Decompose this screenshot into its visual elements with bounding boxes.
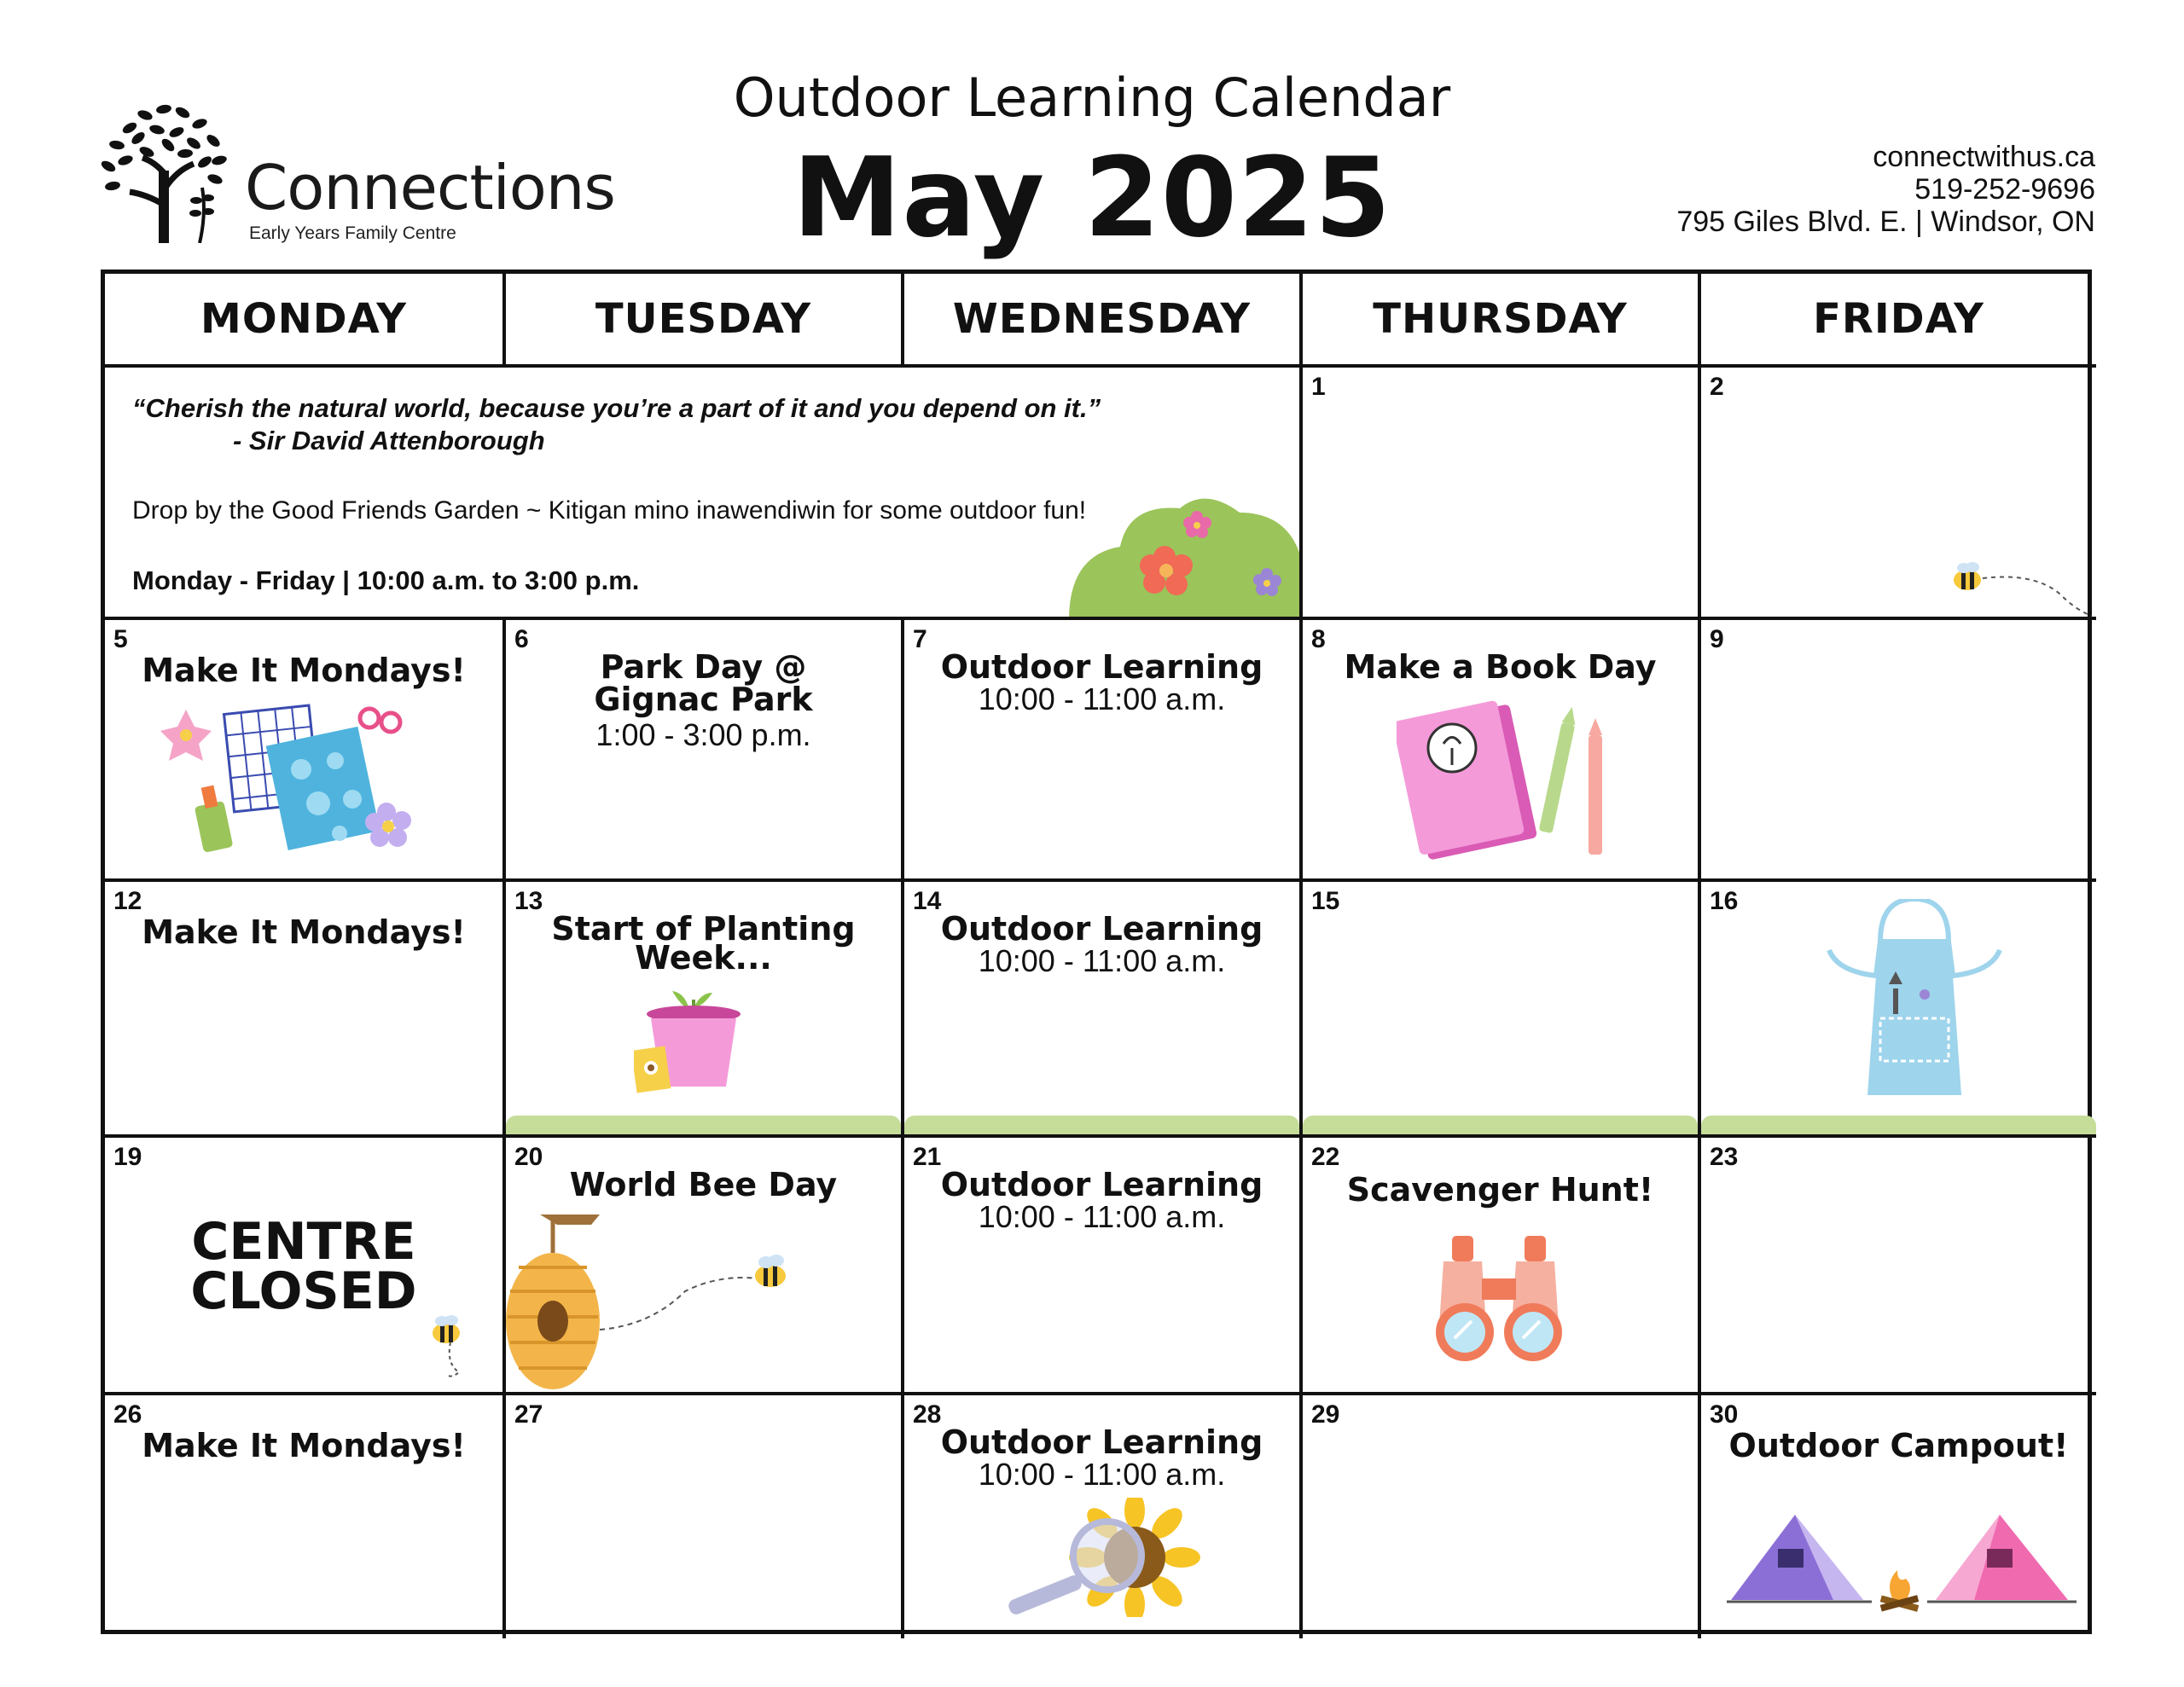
day-number: 6 — [514, 625, 529, 653]
day-number: 1 — [1311, 373, 1326, 401]
day-cell-27 — [506, 1395, 904, 1638]
contact-website: connectwithus.ca — [1873, 141, 2095, 173]
day-number: 12 — [113, 887, 142, 915]
day-cell-23 — [1701, 1138, 2096, 1395]
day-cell-30 — [1701, 1395, 2096, 1638]
weekday-monday: MONDAY — [105, 274, 506, 368]
bee-icon — [425, 1313, 485, 1381]
grass-border — [506, 1116, 901, 1134]
day-cell-2 — [1701, 368, 2096, 620]
intro-cell — [105, 368, 1303, 620]
bush-icon — [1069, 487, 1303, 620]
grass-border — [1303, 1116, 1698, 1134]
grass-border — [1701, 1116, 2096, 1134]
day-cell-7 — [904, 620, 1303, 882]
day-cell-16 — [1701, 882, 2096, 1138]
plant-pot-icon — [634, 984, 753, 1095]
event-title: World Bee Day — [569, 1166, 838, 1203]
calendar-title: May 2025 — [792, 135, 1392, 262]
event-time: 10:00 - 11:00 a.m. — [978, 1199, 1226, 1234]
day-cell-6 — [506, 620, 904, 882]
day-cell-13 — [506, 882, 904, 1138]
day-cell-26 — [105, 1395, 506, 1638]
day-number: 8 — [1311, 625, 1326, 653]
sunflower-magnifier-icon — [1007, 1498, 1203, 1617]
day-number: 16 — [1710, 887, 1739, 915]
calendar-subtitle: Outdoor Learning Calendar — [733, 67, 1451, 129]
contact-info — [1676, 141, 2095, 238]
event-time: 1:00 - 3:00 p.m. — [595, 717, 811, 752]
weekday-thursday: THURSDAY — [1303, 274, 1701, 368]
logo-name: Connections — [245, 152, 615, 223]
day-number: 5 — [113, 625, 128, 653]
contact-phone: 519-252-9696 — [1914, 173, 2095, 206]
day-number: 21 — [913, 1143, 942, 1171]
event-title-line1: Start of Planting — [551, 910, 856, 948]
day-number: 14 — [913, 887, 942, 915]
day-cell-21 — [904, 1138, 1303, 1395]
day-cell-8 — [1303, 620, 1701, 882]
day-number: 29 — [1311, 1400, 1340, 1429]
event-title: Outdoor Learning — [940, 1166, 1263, 1203]
day-cell-5 — [105, 620, 506, 882]
day-number: 27 — [514, 1400, 543, 1429]
event-title: Outdoor Learning — [940, 910, 1263, 948]
event-title: Make It Mondays! — [142, 652, 466, 689]
book-crayons-icon — [1397, 697, 1644, 867]
weekday-wednesday: WEDNESDAY — [904, 274, 1303, 368]
day-cell-12 — [105, 882, 506, 1138]
quote-author: - Sir David Attenborough — [233, 426, 545, 455]
binoculars-icon — [1431, 1232, 1567, 1368]
day-cell-9 — [1701, 620, 2096, 882]
day-cell-14 — [904, 882, 1303, 1138]
day-number: 28 — [913, 1400, 942, 1429]
day-number: 2 — [1710, 373, 1724, 401]
centre-closed-line2: CLOSED — [190, 1261, 417, 1321]
event-title-line2: Week... — [635, 939, 772, 977]
day-cell-19 — [105, 1138, 506, 1395]
day-cell-1 — [1303, 368, 1701, 620]
day-number: 13 — [514, 887, 543, 915]
contact-address: 795 Giles Blvd. E. | Windsor, ON — [1676, 206, 2095, 238]
event-title: Outdoor Learning — [940, 648, 1263, 686]
day-number: 19 — [113, 1143, 142, 1171]
logo-subtitle: Early Years Family Centre — [249, 223, 456, 243]
day-number: 23 — [1710, 1143, 1739, 1171]
intro-hours: Monday - Friday | 10:00 a.m. to 3:00 p.m. — [132, 565, 640, 595]
event-time: 10:00 - 11:00 a.m. — [978, 943, 1226, 978]
weekday-friday: FRIDAY — [1701, 274, 2096, 368]
beehive-icon — [506, 1215, 608, 1394]
centre-closed-line1: CENTRE — [191, 1212, 416, 1272]
grass-border — [904, 1116, 1299, 1134]
apron-icon — [1821, 899, 2008, 1104]
tents-campfire-icon — [1727, 1506, 2085, 1626]
day-cell-22 — [1303, 1138, 1701, 1395]
weekday-tuesday: TUESDAY — [506, 274, 904, 368]
day-number: 9 — [1710, 625, 1724, 653]
event-time: 10:00 - 11:00 a.m. — [978, 681, 1226, 716]
event-title: Outdoor Campout! — [1728, 1427, 2069, 1464]
event-title: Scavenger Hunt! — [1346, 1171, 1654, 1209]
quote: “Cherish the natural world, because you’re a part of it and you depend on it.” — [132, 393, 1101, 423]
day-number: 7 — [913, 625, 927, 653]
day-cell-29 — [1303, 1395, 1701, 1638]
event-time: 10:00 - 11:00 a.m. — [978, 1457, 1226, 1492]
day-number: 20 — [514, 1143, 543, 1171]
craft-supplies-icon — [156, 701, 438, 872]
bee-icon — [1949, 559, 2094, 619]
calendar-grid — [101, 270, 2092, 1634]
intro-text: Drop by the Good Friends Garden ~ Kitigan mino inawendiwin for some outdoor fun! — [132, 496, 1087, 525]
event-title-line1: Park Day @ — [600, 648, 807, 686]
day-number: 22 — [1311, 1143, 1340, 1171]
event-title: Make It Mondays! — [142, 1427, 466, 1464]
day-cell-20 — [506, 1138, 904, 1395]
day-cell-28 — [904, 1395, 1303, 1638]
day-number: 30 — [1710, 1400, 1739, 1429]
event-title-line2: Gignac Park — [594, 681, 813, 718]
event-title: Outdoor Learning — [940, 1423, 1263, 1461]
day-number: 26 — [113, 1400, 142, 1429]
event-title: Make It Mondays! — [142, 913, 466, 951]
day-cell-15 — [1303, 882, 1701, 1138]
day-number: 15 — [1311, 887, 1340, 915]
event-title: Make a Book Day — [1344, 648, 1657, 686]
bee-icon — [600, 1249, 796, 1342]
